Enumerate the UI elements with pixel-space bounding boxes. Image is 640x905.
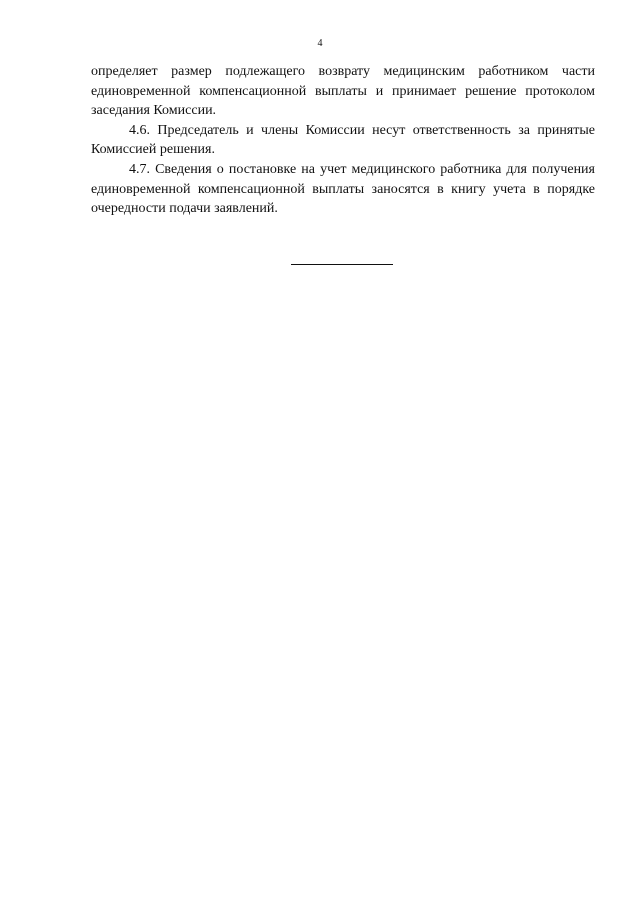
paragraph-continuation: определяет размер подлежащего возврату медицинским работником части единовременной компенсационной выплаты и принимает решение протоколом заседания Комиссии. (91, 64, 595, 119)
end-separator-line (291, 264, 393, 265)
paragraph-4-7: 4.7. Сведения о постановке на учет медицинского работника для получения единовременной компенсационной выплаты заносятся в книгу учета в порядке очередности подачи заявлений. (91, 161, 595, 217)
document-body (91, 62, 595, 219)
page-number: 4 (317, 38, 323, 49)
paragraph-4-6: 4.6. Председатель и члены Комиссии несут ответственность за принятые Комиссией решения. (91, 122, 595, 158)
